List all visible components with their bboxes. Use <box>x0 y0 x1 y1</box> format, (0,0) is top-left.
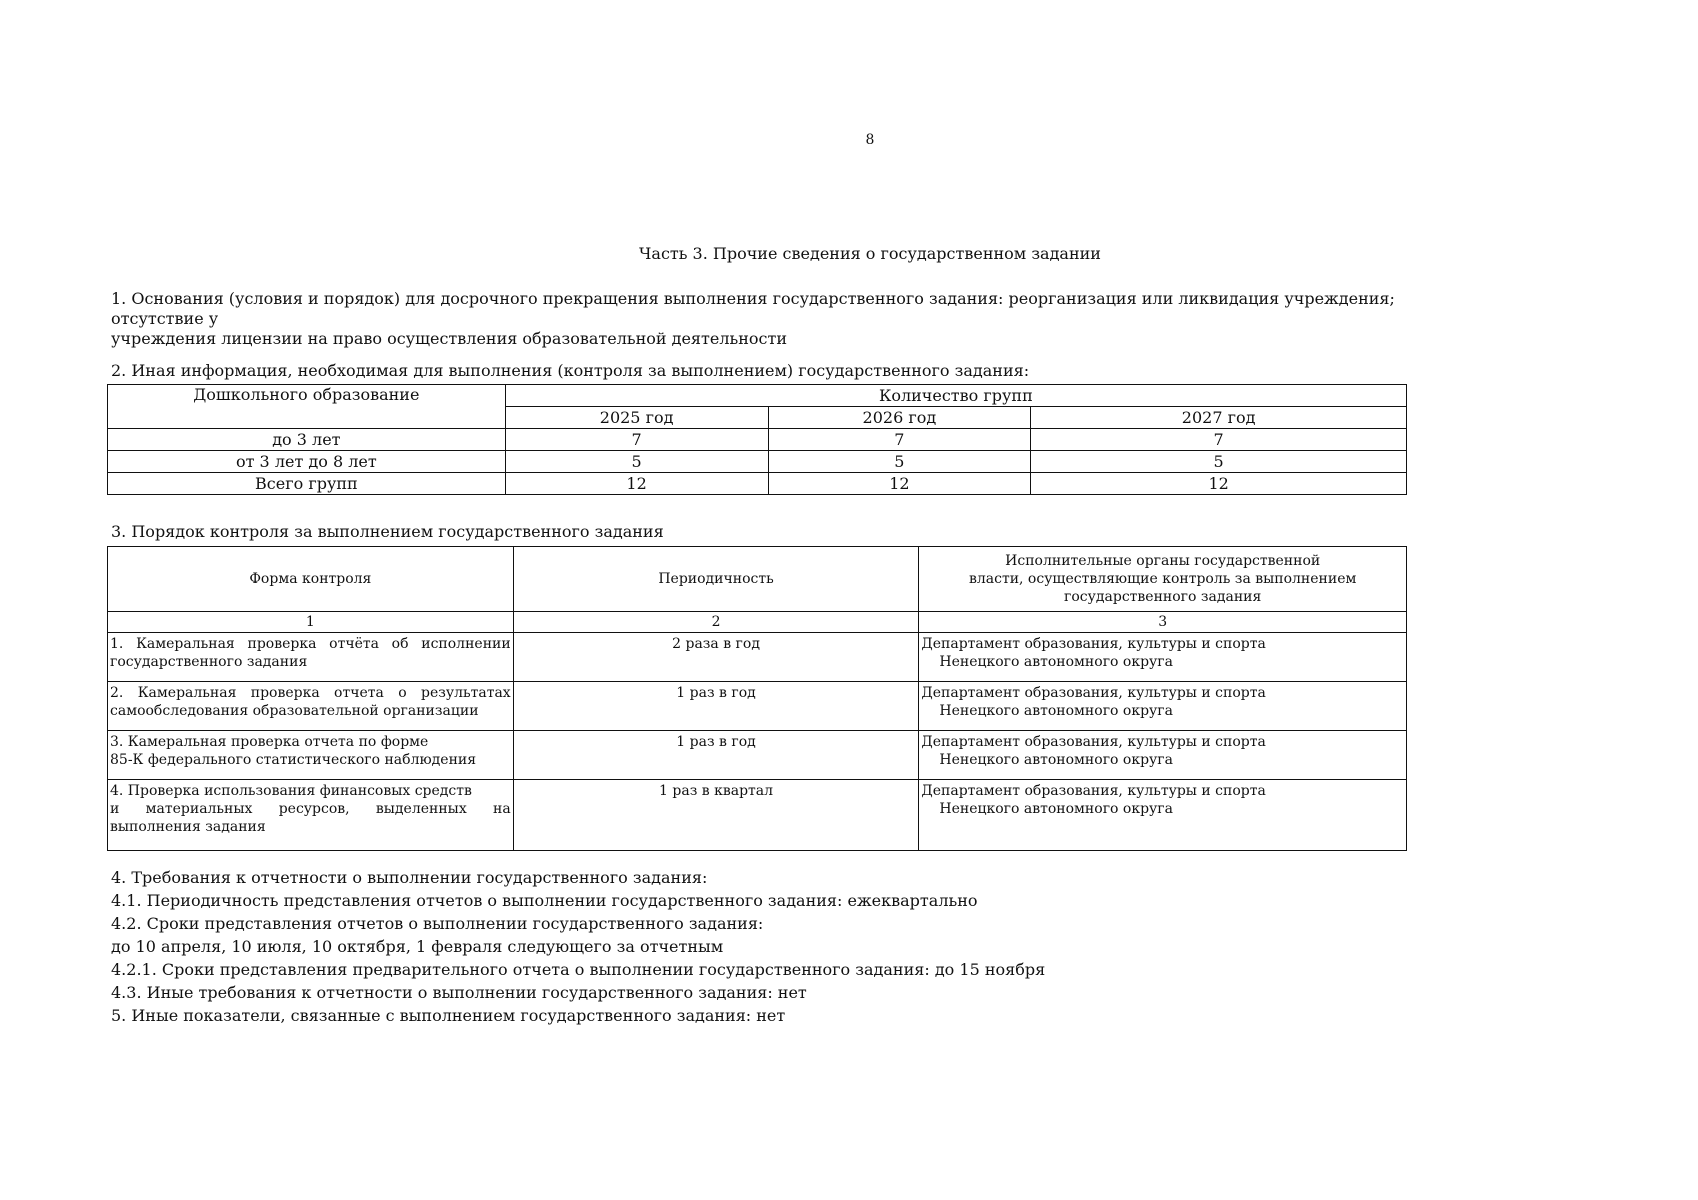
control-form-cell: 1. Камеральная проверка отчёта об исполнении государственного задания <box>108 633 514 682</box>
requirement-line: 4.1. Периодичность представления отчетов о выполнении государственного задания: ежеквартально <box>111 891 978 910</box>
requirements-list <box>111 866 1045 1027</box>
grounds-line-1: 1. Основания (условия и порядок) для досрочного прекращения выполнения государственного задания: реорганизация или ликвидация учреждения; отсутствие у <box>111 289 1395 328</box>
control-period-cell: 1 раз в год <box>513 682 919 731</box>
form-line: 3. Камеральная проверка отчета по форме <box>110 734 429 750</box>
control-org-cell <box>919 682 1407 731</box>
control-period-cell: 2 раза в год <box>513 633 919 682</box>
groups-row-label: Всего групп <box>108 473 506 495</box>
control-org-cell <box>919 633 1407 682</box>
groups-year-cell: 2025 год <box>505 407 768 429</box>
groups-value-cell: 5 <box>768 451 1031 473</box>
control-heading: 3. Порядок контроля за выполнением государственного задания <box>111 522 664 541</box>
requirement-line: 4.2. Сроки представления отчетов о выполнении государственного задания: <box>111 914 764 933</box>
org-line: Департамент образования, культуры и спорта <box>921 734 1266 750</box>
control-form-cell: 2. Камеральная проверка отчета о результатах самообследования образовательной организации <box>108 682 514 731</box>
groups-header-education: Дошкольного образование <box>108 385 506 429</box>
requirement-line: 4.3. Иные требования к отчетности о выполнении государственного задания: нет <box>111 983 807 1002</box>
groups-value-cell: 12 <box>1031 473 1407 495</box>
org-line: Департамент образования, культуры и спорта <box>921 783 1266 799</box>
org-line: Ненецкого автономного округа <box>939 654 1173 670</box>
table-row <box>108 429 1407 451</box>
control-period-cell: 1 раз в год <box>513 731 919 780</box>
requirement-line: до 10 апреля, 10 июля, 10 октября, 1 февраля следующего за отчетным <box>111 937 724 956</box>
requirement-line: 4. Требования к отчетности о выполнении государственного задания: <box>111 868 708 887</box>
groups-row-label: от 3 лет до 8 лет <box>108 451 506 473</box>
control-header-org <box>919 547 1407 612</box>
grounds-paragraph <box>111 289 1411 349</box>
requirement-line: 5. Иные показатели, связанные с выполнением государственного задания: нет <box>111 1006 786 1025</box>
control-header-org-line: Исполнительные органы государственной <box>1005 553 1321 569</box>
other-info-paragraph: 2. Иная информация, необходимая для выполнения (контроля за выполнением) государственного задания: <box>111 361 1030 380</box>
control-form-cell <box>108 780 514 851</box>
table-row <box>108 731 1407 780</box>
table-row <box>108 780 1407 851</box>
control-header-org-line: государственного задания <box>1064 589 1262 605</box>
groups-value-cell: 12 <box>505 473 768 495</box>
control-header-org-line: власти, осуществляющие контроль за выполнением <box>968 571 1357 587</box>
control-org-cell <box>919 780 1407 851</box>
control-table <box>107 546 1407 851</box>
groups-year-cell: 2026 год <box>768 407 1031 429</box>
groups-value-cell: 7 <box>1031 429 1407 451</box>
groups-year-cell: 2027 год <box>1031 407 1407 429</box>
control-form-cell <box>108 731 514 780</box>
table-row <box>108 473 1407 495</box>
grounds-line-2: учреждения лицензии на право осуществления образовательной деятельности <box>111 329 787 348</box>
page-number: 8 <box>865 132 875 148</box>
column-number: 1 <box>108 612 514 633</box>
control-header-form: Форма контроля <box>108 547 514 612</box>
org-line: Департамент образования, культуры и спорта <box>921 685 1266 701</box>
form-line: 85-К федерального статистического наблюдения <box>110 752 477 768</box>
requirement-line: 4.2.1. Сроки представления предварительного отчета о выполнении государственного задания: до 15 ноября <box>111 960 1046 979</box>
table-row <box>108 682 1407 731</box>
groups-header-count: Количество групп <box>505 385 1406 407</box>
groups-table <box>107 384 1407 495</box>
form-line: и материальных ресурсов, выделенных на выполнения задания <box>110 801 511 835</box>
control-org-cell <box>919 731 1407 780</box>
org-line: Ненецкого автономного округа <box>939 801 1173 817</box>
column-number: 2 <box>513 612 919 633</box>
table-row <box>108 451 1407 473</box>
groups-value-cell: 12 <box>768 473 1031 495</box>
control-period-cell: 1 раз в квартал <box>513 780 919 851</box>
groups-value-cell: 5 <box>505 451 768 473</box>
control-header-period: Периодичность <box>513 547 919 612</box>
groups-value-cell: 7 <box>768 429 1031 451</box>
groups-value-cell: 7 <box>505 429 768 451</box>
org-line: Департамент образования, культуры и спорта <box>921 636 1266 652</box>
org-line: Ненецкого автономного округа <box>939 703 1173 719</box>
groups-value-cell: 5 <box>1031 451 1407 473</box>
section-title: Часть 3. Прочие сведения о государственном задании <box>639 244 1101 263</box>
column-number: 3 <box>919 612 1407 633</box>
form-line: 4. Проверка использования финансовых средств <box>110 783 472 799</box>
groups-row-label: до 3 лет <box>108 429 506 451</box>
org-line: Ненецкого автономного округа <box>939 752 1173 768</box>
table-row <box>108 633 1407 682</box>
